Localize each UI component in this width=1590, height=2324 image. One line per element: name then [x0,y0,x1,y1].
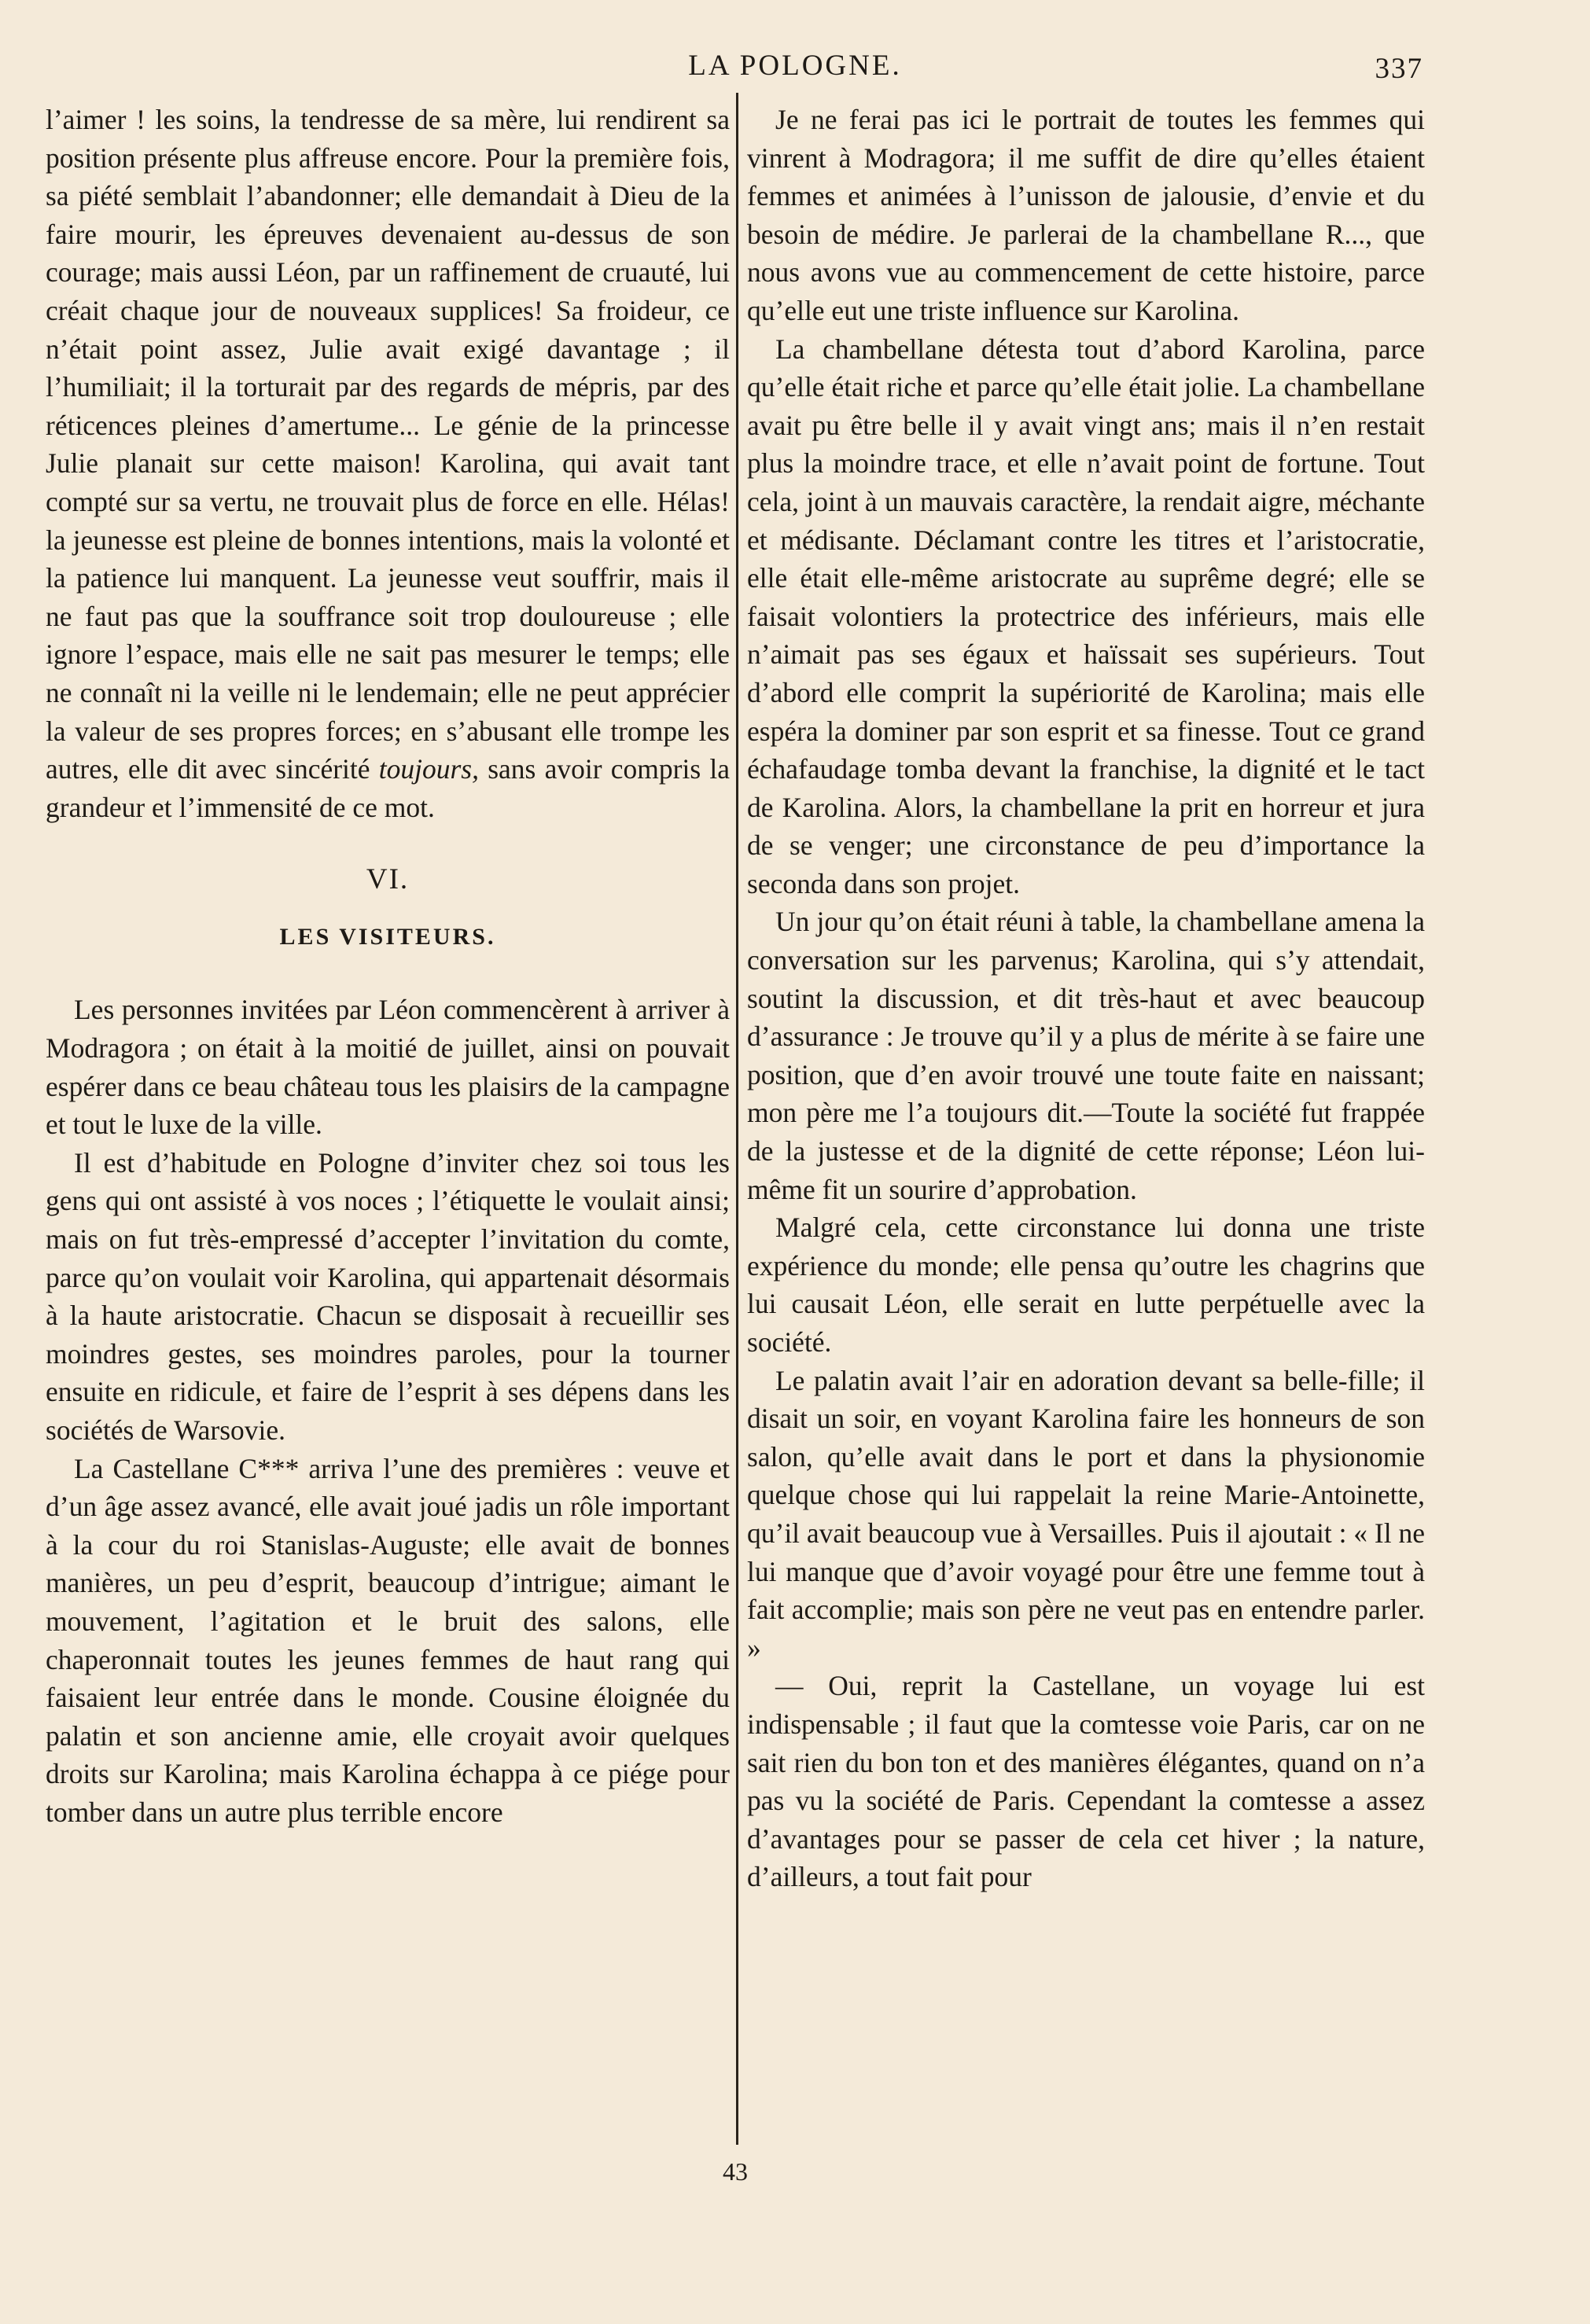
running-head [0,49,1590,88]
paragraph: Il est d’habitude en Pologne d’inviter chez soi tous les gens qui ont assisté à vos noces ; l’étiquette le voulait ainsi; mais on fut très-empressé d’accepter l’invitation du comte, parce qu’on voulait voir Karolina, qui appartenait désormais à la haute aristocratie. Chacun se disposait à recueillir ses moindres gestes, ses moindres paroles, pour la tourner ensuite en ridicule, et faire de l’esprit à ses dépens dans les sociétés de Warsovie. [46,1146,730,1446]
column-divider [736,93,738,2145]
paragraph: Les personnes invitées par Léon commencèrent à arriver à Modragora ; on était à la moitié de juillet, ainsi on pouvait espérer dans ce beau château tous les plaisirs de la campagne et tout le luxe de la ville. [46,994,730,1141]
running-title: LA POLOGNE. [688,50,902,82]
paragraph: — Oui, reprit la Castellane, un voyage lui est indispensable ; il faut que la comtesse voie Paris, car on ne sait rien du bon ton et des manières élégantes, quand on n’a pas vu la société de Paris. Cependant la comtesse a assez d’avantages pour se passer de cela cet hiver ; la nature, d’ailleurs, a tout fait pour [747,1670,1425,1893]
paragraph: Le palatin avait l’air en adoration devant sa belle-fille; il disait un soir, en voyant Karolina faire les honneurs de son salon, qu’elle avait dans le port et dans la physionomie quelque chose qui lui rappelait la reine Marie-Antoinette, qu’il avait beaucoup vue à Versailles. Puis il ajoutait : « Il ne lui manque que d’avoir voyagé pour être une femme tout à fait accomplie; mais son père ne veut pas en entendre parler. » [747,1364,1425,1664]
left-column [46,101,730,1832]
emphasis: toujours, [378,753,479,785]
paragraph: La chambellane détesta tout d’abord Karolina, parce qu’elle était riche et parce qu’elle était jolie. La chambellane avait pu être belle il y avait vingt ans; mais il n’en restait plus la moindre trace, et elle n’avait point de fortune. Tout cela, joint à un mauvais caractère, la rendait aigre, méchante et médisante. Déclamant contre les titres et l’aristocratie, elle était elle-même aristocrate au suprême degré; elle se faisait volontiers la protectrice des inférieurs, mais elle n’aimait pas ses égaux et haïssait ses supérieurs. Tout d’abord elle comprit la supériorité de Karolina; mais elle espéra la dominer par son esprit et sa finesse. Tout ce grand échafaudage tomba devant la franchise, la dignité et le tact de Karolina. Alors, la chambellane la prit en horreur et jura de se venger; une circonstance de peu d’importance la seconda dans son projet. [747,333,1425,899]
section-title: LES VISITEURS. [279,923,496,950]
page-number: 337 [1375,53,1423,85]
signature-mark: 43 [723,2157,748,2186]
paragraph: Je ne ferai pas ici le portrait de toutes les femmes qui vinrent à Modragora; il me suffit de dire qu’elles étaient femmes et animées à l’unisson de jalousie, d’envie et du besoin de médire. Je parlerai de la chambellane R..., que nous avons vue au commencement de cette histoire, parce qu’elle eut une triste influence sur Karolina. [747,104,1425,326]
paragraph: l’aimer ! les soins, la tendresse de sa mère, lui rendirent sa position présente plus affreuse encore. Pour la première fois, sa piété semblait l’abandonner; elle demandait à Dieu de la faire mourir, les épreuves devenaient au-dessus de son courage; mais aussi Léon, par un raffinement de cruauté, lui créait chaque jour de nouveaux supplices! Sa froideur, ce n’était point assez, Julie avait exigé davantage ; il l’humiliait; il la torturait par des regards de mépris, par des réticences pleines d’amertume... Le génie de la princesse Julie planait sur cette maison! Karolina, qui avait tant compté sur sa vertu, ne trouvait plus de force en elle. Hélas! la jeunesse est pleine de bonnes intentions, mais la volonté et la patience lui manquent. La jeunesse veut souffrir, mais il ne faut pas que la souffrance soit trop douloureuse ; elle ignore l’espace, mais elle ne sait pas mesurer le temps; elle ne connaît ni la veille ni le lendemain; elle ne peut apprécier la valeur de ses propres forces; en s’abusant elle trompe les autres, elle dit avec sincérité toujours, sans avoir compris la grandeur et l’immensité de ce mot. [46,104,730,823]
section-number: VI. [366,863,410,896]
paragraph: Un jour qu’on était réuni à table, la chambellane amena la conversation sur les parvenus; Karolina, qui s’y attendait, soutint la discussion, et dit très-haut et avec beaucoup d’assurance : Je trouve qu’il y a plus de mérite à se faire une position, que d’en avoir trouvé une toute faite en naissant; mon père me l’a toujours dit.—Toute la société fut frappée de la justesse et de la dignité de cette réponse; Léon lui-même fit un sourire d’approbation. [747,906,1425,1205]
paragraph: Malgré cela, cette circonstance lui donna une triste expérience du monde; elle pensa qu’outre les chagrins que lui causait Léon, elle serait en lutte perpétuelle avec la société. [747,1212,1425,1358]
right-column [747,101,1425,1896]
paragraph: La Castellane C*** arriva l’une des premières : veuve et d’un âge assez avancé, elle avait joué jadis un rôle important à la cour du roi Stanislas-Auguste; elle avait de bonnes manières, un peu d’esprit, beaucoup d’intrigue; aimant le mouvement, l’agitation et le bruit des salons, elle chaperonnait toutes les jeunes femmes de haut rang qui faisaient leur entrée dans le monde. Cousine éloignée du palatin et son ancienne amie, elle croyait avoir quelques droits sur Karolina; mais Karolina échappa à ce piége pour tomber dans un autre plus terrible encore [46,1452,730,1828]
